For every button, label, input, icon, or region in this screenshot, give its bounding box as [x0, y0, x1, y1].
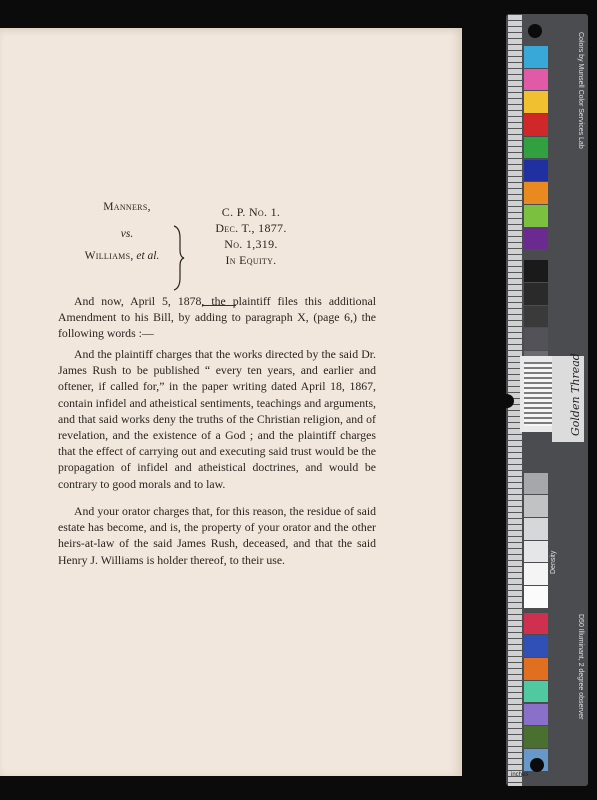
- paragraph-amendment: And now, April 5, 1878, the plaintiff files this additional Amendment to his Bill, by adding to paragraph X, (page 6,) the following words :—: [58, 294, 376, 341]
- paragraph-charges: And the plaintiff charges that the works directed by the said Dr. James Rush to be published “ every ten years, and earlier and oftener, if called for,” in the paper writing dated April 18, 1867, contain infidel and atheistical sentiments, teachings and arguments, and that said works deny the truths of the Christian religion, and of revelation, and the existence of a God ; and the plaintiff charges that the effect of carrying out and executing said trust would be the propagation of infidel and atheistical doctrines, and would be contrary to good morals and to law.: [58, 347, 376, 491]
- color-patch: [524, 518, 548, 540]
- color-patch: [524, 137, 548, 159]
- color-patch: [524, 228, 548, 250]
- color-patch: [524, 681, 548, 703]
- color-patch: [524, 541, 548, 563]
- color-patch: [524, 69, 548, 91]
- case-number-block: [206, 204, 296, 268]
- defendant-suffix: et al.: [136, 250, 160, 262]
- case-line: C. P. No. 1.: [221, 205, 281, 219]
- color-patch: [524, 114, 548, 136]
- case-line: No. 1,319.: [224, 237, 278, 251]
- versus-label: vs.: [120, 228, 134, 240]
- color-patch: [524, 704, 548, 726]
- resolution-target: [520, 356, 556, 432]
- resolution-bars: [524, 362, 552, 426]
- color-patch: [524, 306, 548, 328]
- paragraph-orator: And your orator charges that, for this reason, the residue of said estate has become, and is, the property of your orator and the other heirs-at-law of the said James Rush, deceased, and that the said Henry J. Williams is holder thereof, to their use.: [58, 504, 376, 567]
- density-label: Density: [550, 550, 557, 574]
- color-patch: [524, 726, 548, 748]
- munsell-label: Colors by Munsell Color Services Lab: [577, 32, 584, 149]
- case-line: In Equity.: [225, 253, 277, 267]
- case-line: Dec. T., 1877.: [215, 221, 287, 235]
- defendant-name: [77, 250, 167, 262]
- color-patch: [524, 91, 548, 113]
- strip-hole-mid: [500, 394, 514, 408]
- color-patch: [524, 586, 548, 608]
- color-patch: [524, 635, 548, 657]
- color-patch: [524, 328, 548, 350]
- inches-label: inches: [511, 772, 529, 778]
- color-patch: [524, 182, 548, 204]
- color-patch: [524, 658, 548, 680]
- color-patch: [524, 205, 548, 227]
- plaintiff-name: Manners,: [103, 201, 151, 213]
- color-patch: [524, 563, 548, 585]
- brace-icon: [170, 224, 186, 292]
- strip-hole-top: [528, 24, 542, 38]
- color-patch: [524, 160, 548, 182]
- color-patch: [524, 473, 548, 495]
- golden-thread-logo: Golden Thread: [569, 353, 582, 436]
- color-patch: [524, 495, 548, 517]
- strip-hole-bottom: [530, 758, 544, 772]
- color-patch: [524, 283, 548, 305]
- color-patch: [524, 46, 548, 68]
- color-patch: [524, 613, 548, 635]
- illuminant-label: D50 Illuminant, 2 degree observer: [577, 614, 584, 720]
- document-page: [0, 28, 462, 776]
- defendant-surname: Williams,: [84, 250, 134, 262]
- color-patch: [524, 260, 548, 282]
